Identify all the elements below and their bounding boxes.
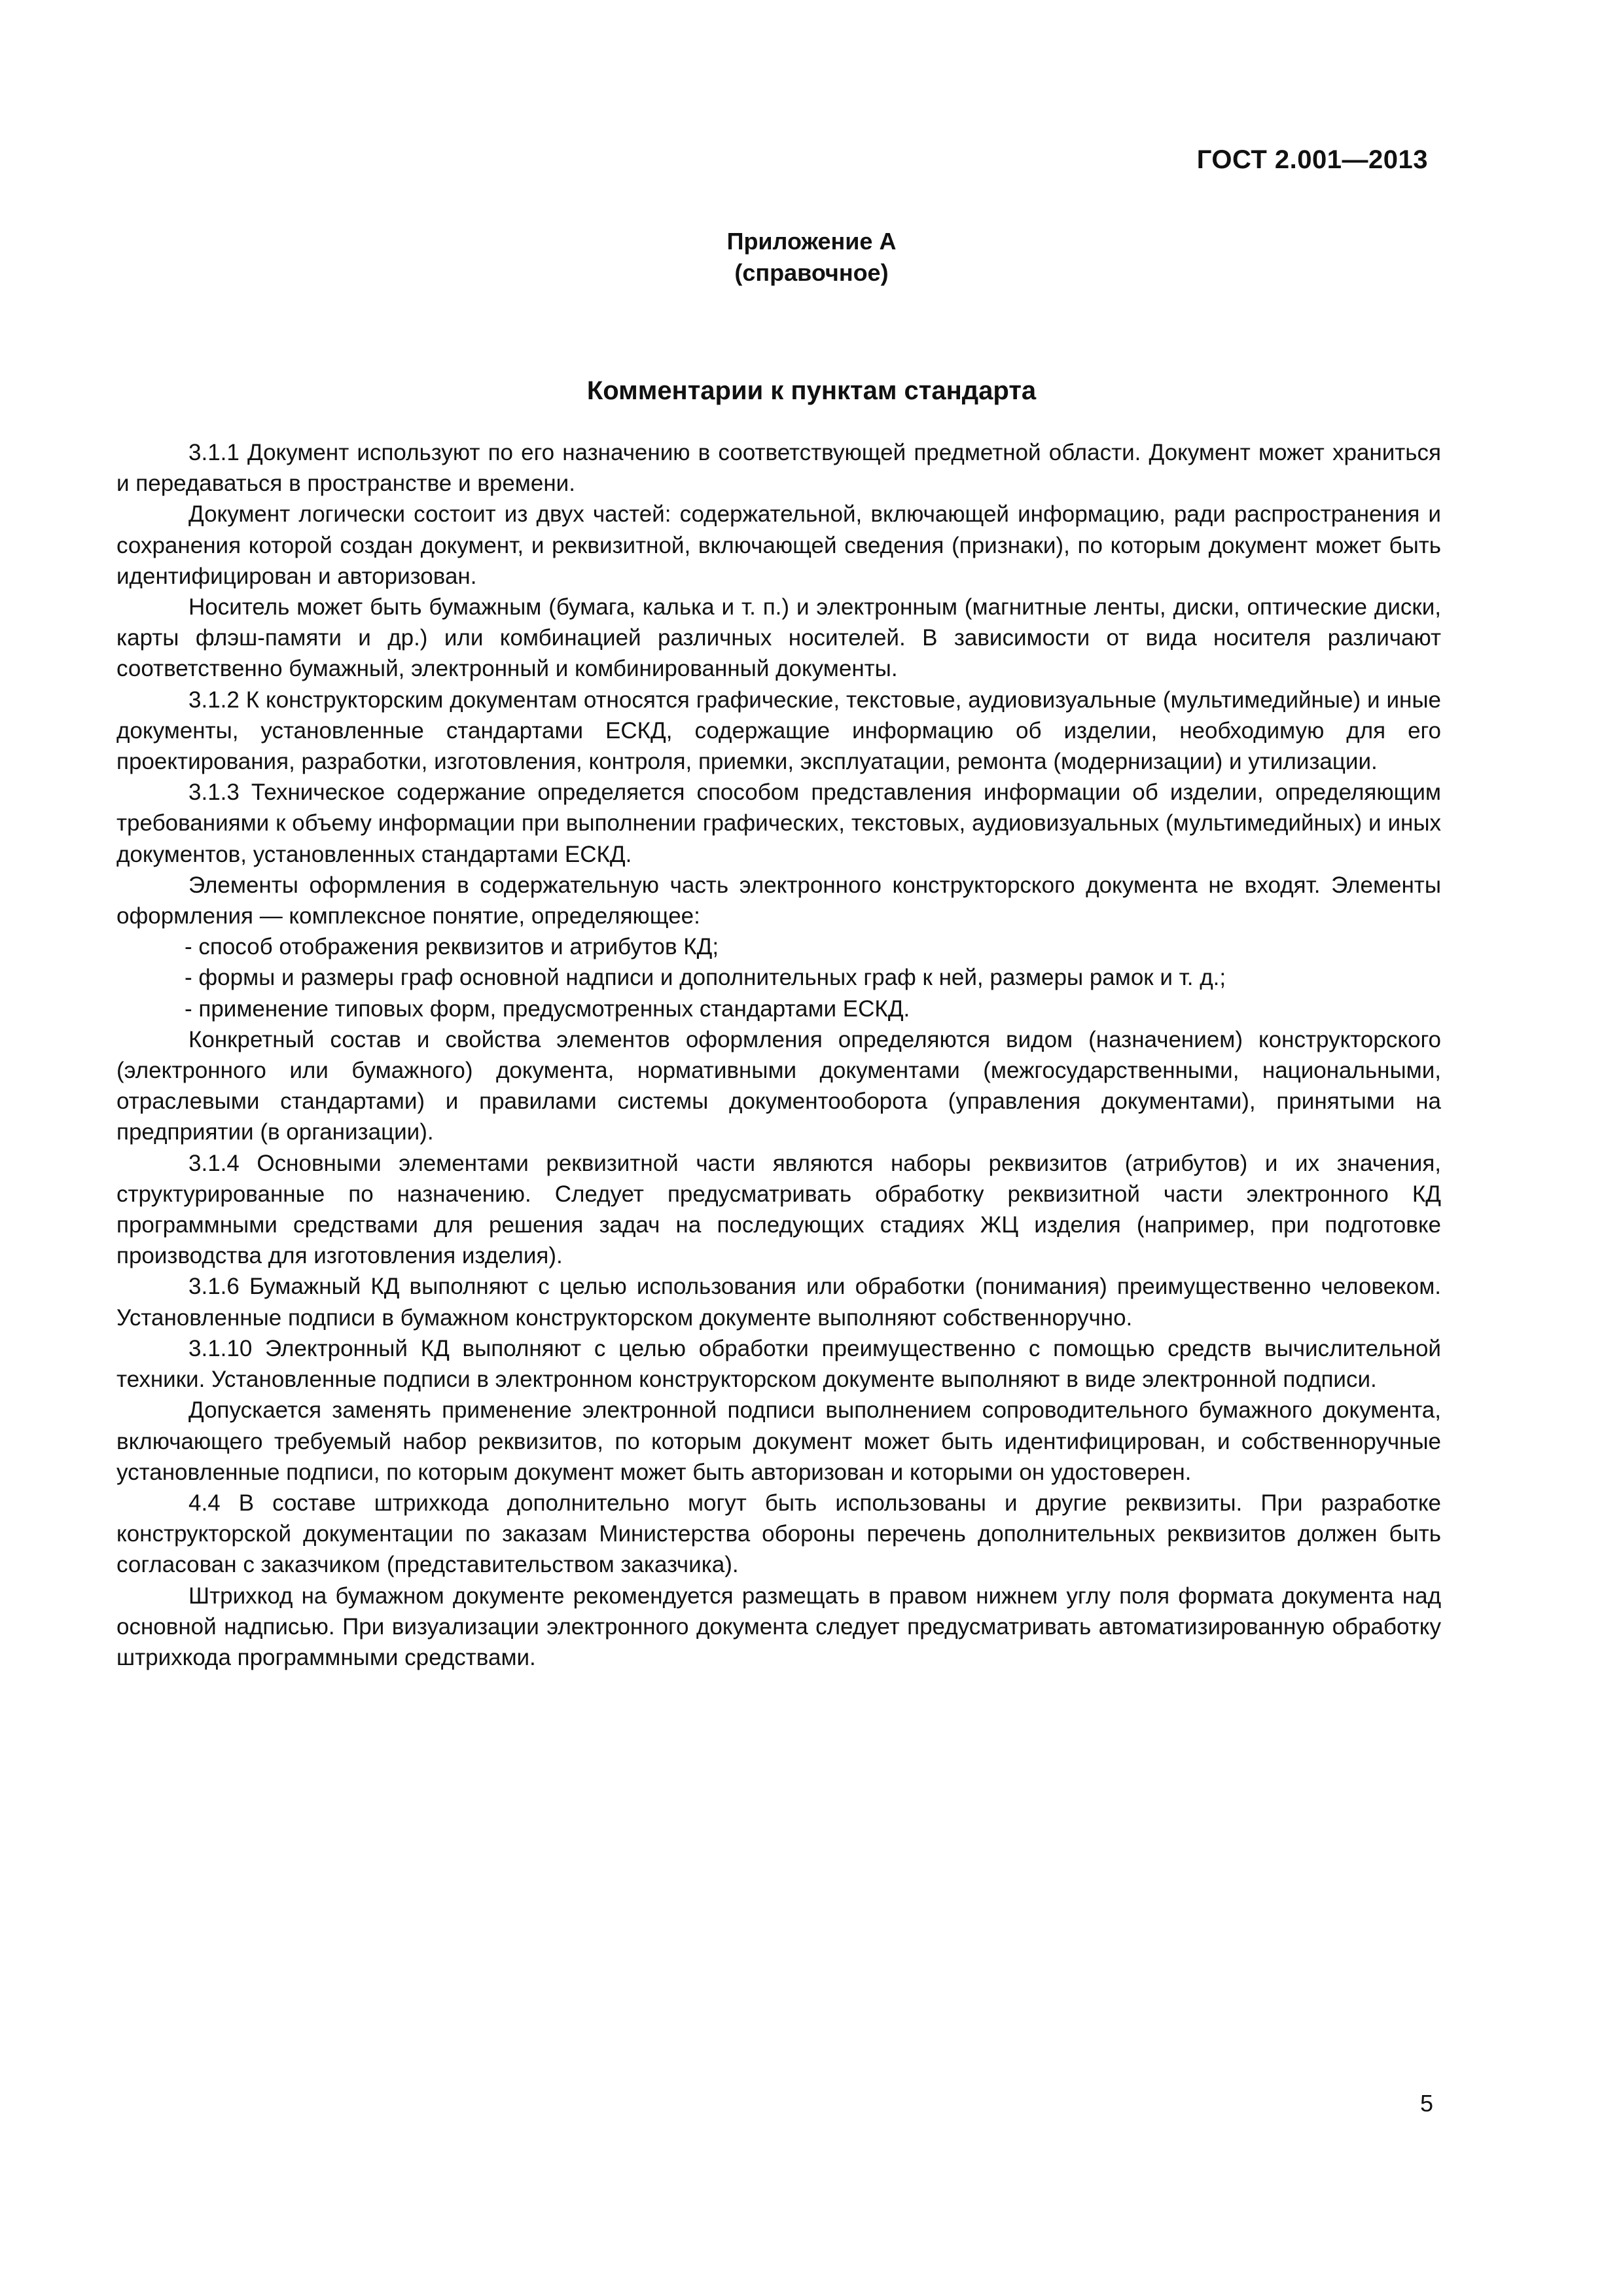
paragraph-4-4: 4.4 В составе штрихкода дополнительно могут быть использованы и другие реквизиты. При разработке конструкторской документации по заказам Министерства обороны перечень дополнительных реквизитов должен быть согласован с заказчиком (представительством заказчика). xyxy=(116,1490,1441,1578)
body-text xyxy=(116,437,1441,1673)
appendix-heading xyxy=(0,226,1623,289)
paragraph-3-1-3: 3.1.3 Техническое содержание определяется способом представления информации об изделии, определяющим требованиями к объему информации при выполнении графических, текстовых, аудиовизуальных (мультимедийных) и иных документов, установленных стандартами ЕСКД. xyxy=(116,780,1441,867)
paragraph-3-1-1: 3.1.1 Документ используют по его назначению в соответствующей предметной области. Документ может храниться и передаваться в пространстве и времени. xyxy=(116,440,1441,497)
paragraph-media: Носитель может быть бумажным (бумага, калька и т. п.) и электронным (магнитные ленты, диски, оптические диски, карты флэш-памяти и др.) или комбинацией различных носителей. В зависимости от вида носителя различают соответственно бумажный, электронный и комбинированный документы. xyxy=(116,594,1441,682)
list-item: - способ отображения реквизитов и атрибутов КД; xyxy=(185,934,719,960)
page-number: 5 xyxy=(1419,2090,1433,2117)
paragraph-signature-replacement: Допускается заменять применение электронной подписи выполнением сопроводительного бумажного документа, включающего требуемый набор реквизитов, по которым документ может быть идентифицирован, и собственноручные установленные подписи, по которым документ может быть авторизован и которыми он удостоверен. xyxy=(116,1397,1441,1485)
appendix-title: Приложение А xyxy=(726,228,897,255)
appendix-subtitle: (справочное) xyxy=(734,259,889,286)
paragraph-barcode: Штрихкод на бумажном документе рекомендуется размещать в правом нижнем углу поля формата документа над основной надписью. При визуализации электронного документа следует предусматривать автоматизированную обработку штрихкода программными средствами. xyxy=(116,1583,1441,1670)
paragraph-design-elements: Элементы оформления в содержательную часть электронного конструкторского документа не входят. Элементы оформления — комплексное понятие, определяющее: xyxy=(116,872,1441,929)
paragraph-3-1-2: 3.1.2 К конструкторским документам относятся графические, текстовые, аудиовизуальные (мультимедийные) и иные документы, установленные стандартами ЕСКД, содержащие информацию об изделии, необходимую для его проектирования, разработки, изготовления, контроля, приемки, эксплуатации, ремонта (модернизации) и утилизации. xyxy=(116,687,1441,775)
paragraph-3-1-4: 3.1.4 Основными элементами реквизитной части являются наборы реквизитов (атрибутов) и их значения, структурированные по назначению. Следует предусматривать обработку реквизитной части электронного КД программными средствами для решения задач на последующих стадиях ЖЦ изделия (например, при подготовке производства для изготовления изделия). xyxy=(116,1150,1441,1269)
list-item: - применение типовых форм, предусмотренных стандартами ЕСКД. xyxy=(185,996,910,1022)
list-item: - формы и размеры граф основной надписи и дополнительных граф к ней, размеры рамок и т. д.; xyxy=(185,965,1226,991)
paragraph-design-composition: Конкретный состав и свойства элементов оформления определяются видом (назначением) конструкторского (электронного или бумажного) документа, нормативными документами (межгосударственными, национальными, отраслевыми стандартами) и правилами системы документооборота (управления документами), принятыми на предприятии (в организации). xyxy=(116,1026,1441,1145)
document-code: ГОСТ 2.001—2013 xyxy=(1196,145,1428,174)
paragraph-document-structure: Документ логически состоит из двух частей: содержательной, включающей информацию, ради распространения и сохранения которой создан документ, и реквизитной, включающей сведения (признаки), по которым документ может быть идентифицирован и авторизован. xyxy=(116,501,1441,589)
section-title: Комментарии к пунктам стандарта xyxy=(586,376,1037,405)
paragraph-3-1-10: 3.1.10 Электронный КД выполняют с целью обработки преимущественно с помощью средств вычислительной техники. Установленные подписи в электронном конструкторском документе выполняют в виде электронной подписи. xyxy=(116,1335,1441,1393)
paragraph-3-1-6: 3.1.6 Бумажный КД выполняют с целью использования или обработки (понимания) преимущественно человеком. Установленные подписи в бумажном конструкторском документе выполняют собственноручно. xyxy=(116,1274,1441,1331)
